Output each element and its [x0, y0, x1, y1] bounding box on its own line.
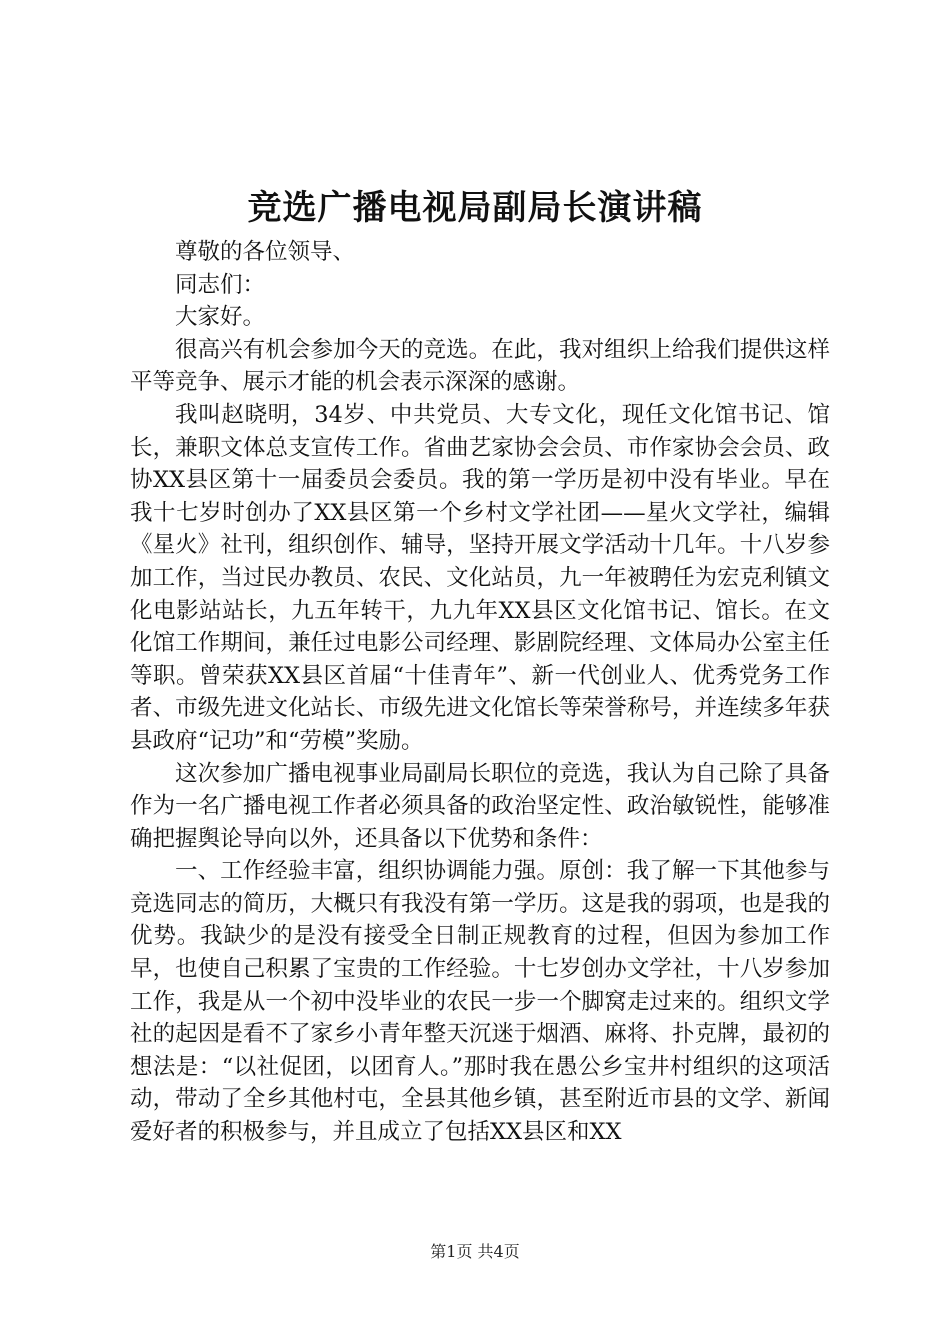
salutation-line: 尊敬的各位领导、	[175, 239, 356, 265]
paragraph: 很高兴有机会参加今天的竞选。在此，我对组织上给我们提供这样平等竞争、展示才能的机会表示深深的感谢。	[130, 336, 830, 396]
paragraph: 我叫赵晓明，34岁、中共党员、大专文化，现任文化馆书记、馆长，兼职文体总支宣传工作。省曲艺家协会会员、市作家协会会员、政协XX县区第十一届委员会委员。我的第一学历是初中没有毕业。早在我十七岁时创办了XX县区第一个乡村文学社团——星火文学社，编辑《星火》社刊，组织创作、辅导，坚持开展文学活动十几年。十八岁参加工作，当过民办教员、农民、文化站员，九一年被聘任为宏克利镇文化电影站站长，九五年转干，九九年XX县区文化馆书记、馆长。在文化馆工作期间，兼任过电影公司经理、影剧院经理、文体局办公室主任等职。曾荣获XX县区首届“十佳青年”、新一代创业人、优秀党务工作者、市级先进文化站长、市级先进文化馆长等荣誉称号，并连续多年获县政府“记功”和“劳模”奖励。	[130, 401, 830, 754]
document-title: 竞选广播电视局副局长演讲稿	[247, 188, 703, 228]
paragraph: 这次参加广播电视事业局副局长职位的竞选，我认为自己除了具备作为一名广播电视工作者必须具备的政治坚定性、政治敏锐性，能够准确把握舆论导向以外，还具备以下优势和条件：	[130, 760, 830, 852]
document-body	[130, 236, 830, 1149]
page-number: 第1页 共4页	[430, 1242, 520, 1261]
paragraph: 一、工作经验丰富，组织协调能力强。原创：我了解一下其他参与竞选同志的简历，大概只有我没有第一学历。这是我的弱项，也是我的优势。我缺少的是没有接受全日制正规教育的过程，但因为参加工作早，也使自己积累了宝贵的工作经验。十七岁创办文学社，十八岁参加工作，我是从一个初中没毕业的农民一步一个脚窝走过来的。组织文学社的起因是看不了家乡小青年整天沉迷于烟酒、麻将、扑克牌，最初的想法是：“以社促团，以团育人。”那时我在愚公乡宝井村组织的这项活动，带动了全乡其他村屯，全县其他乡镇，甚至附近市县的文学、新闻爱好者的积极参与，并且成立了包括XX县区和XX	[130, 858, 830, 1146]
salutation-line: 同志们：	[175, 271, 266, 298]
greeting-line: 大家好。	[175, 304, 266, 331]
